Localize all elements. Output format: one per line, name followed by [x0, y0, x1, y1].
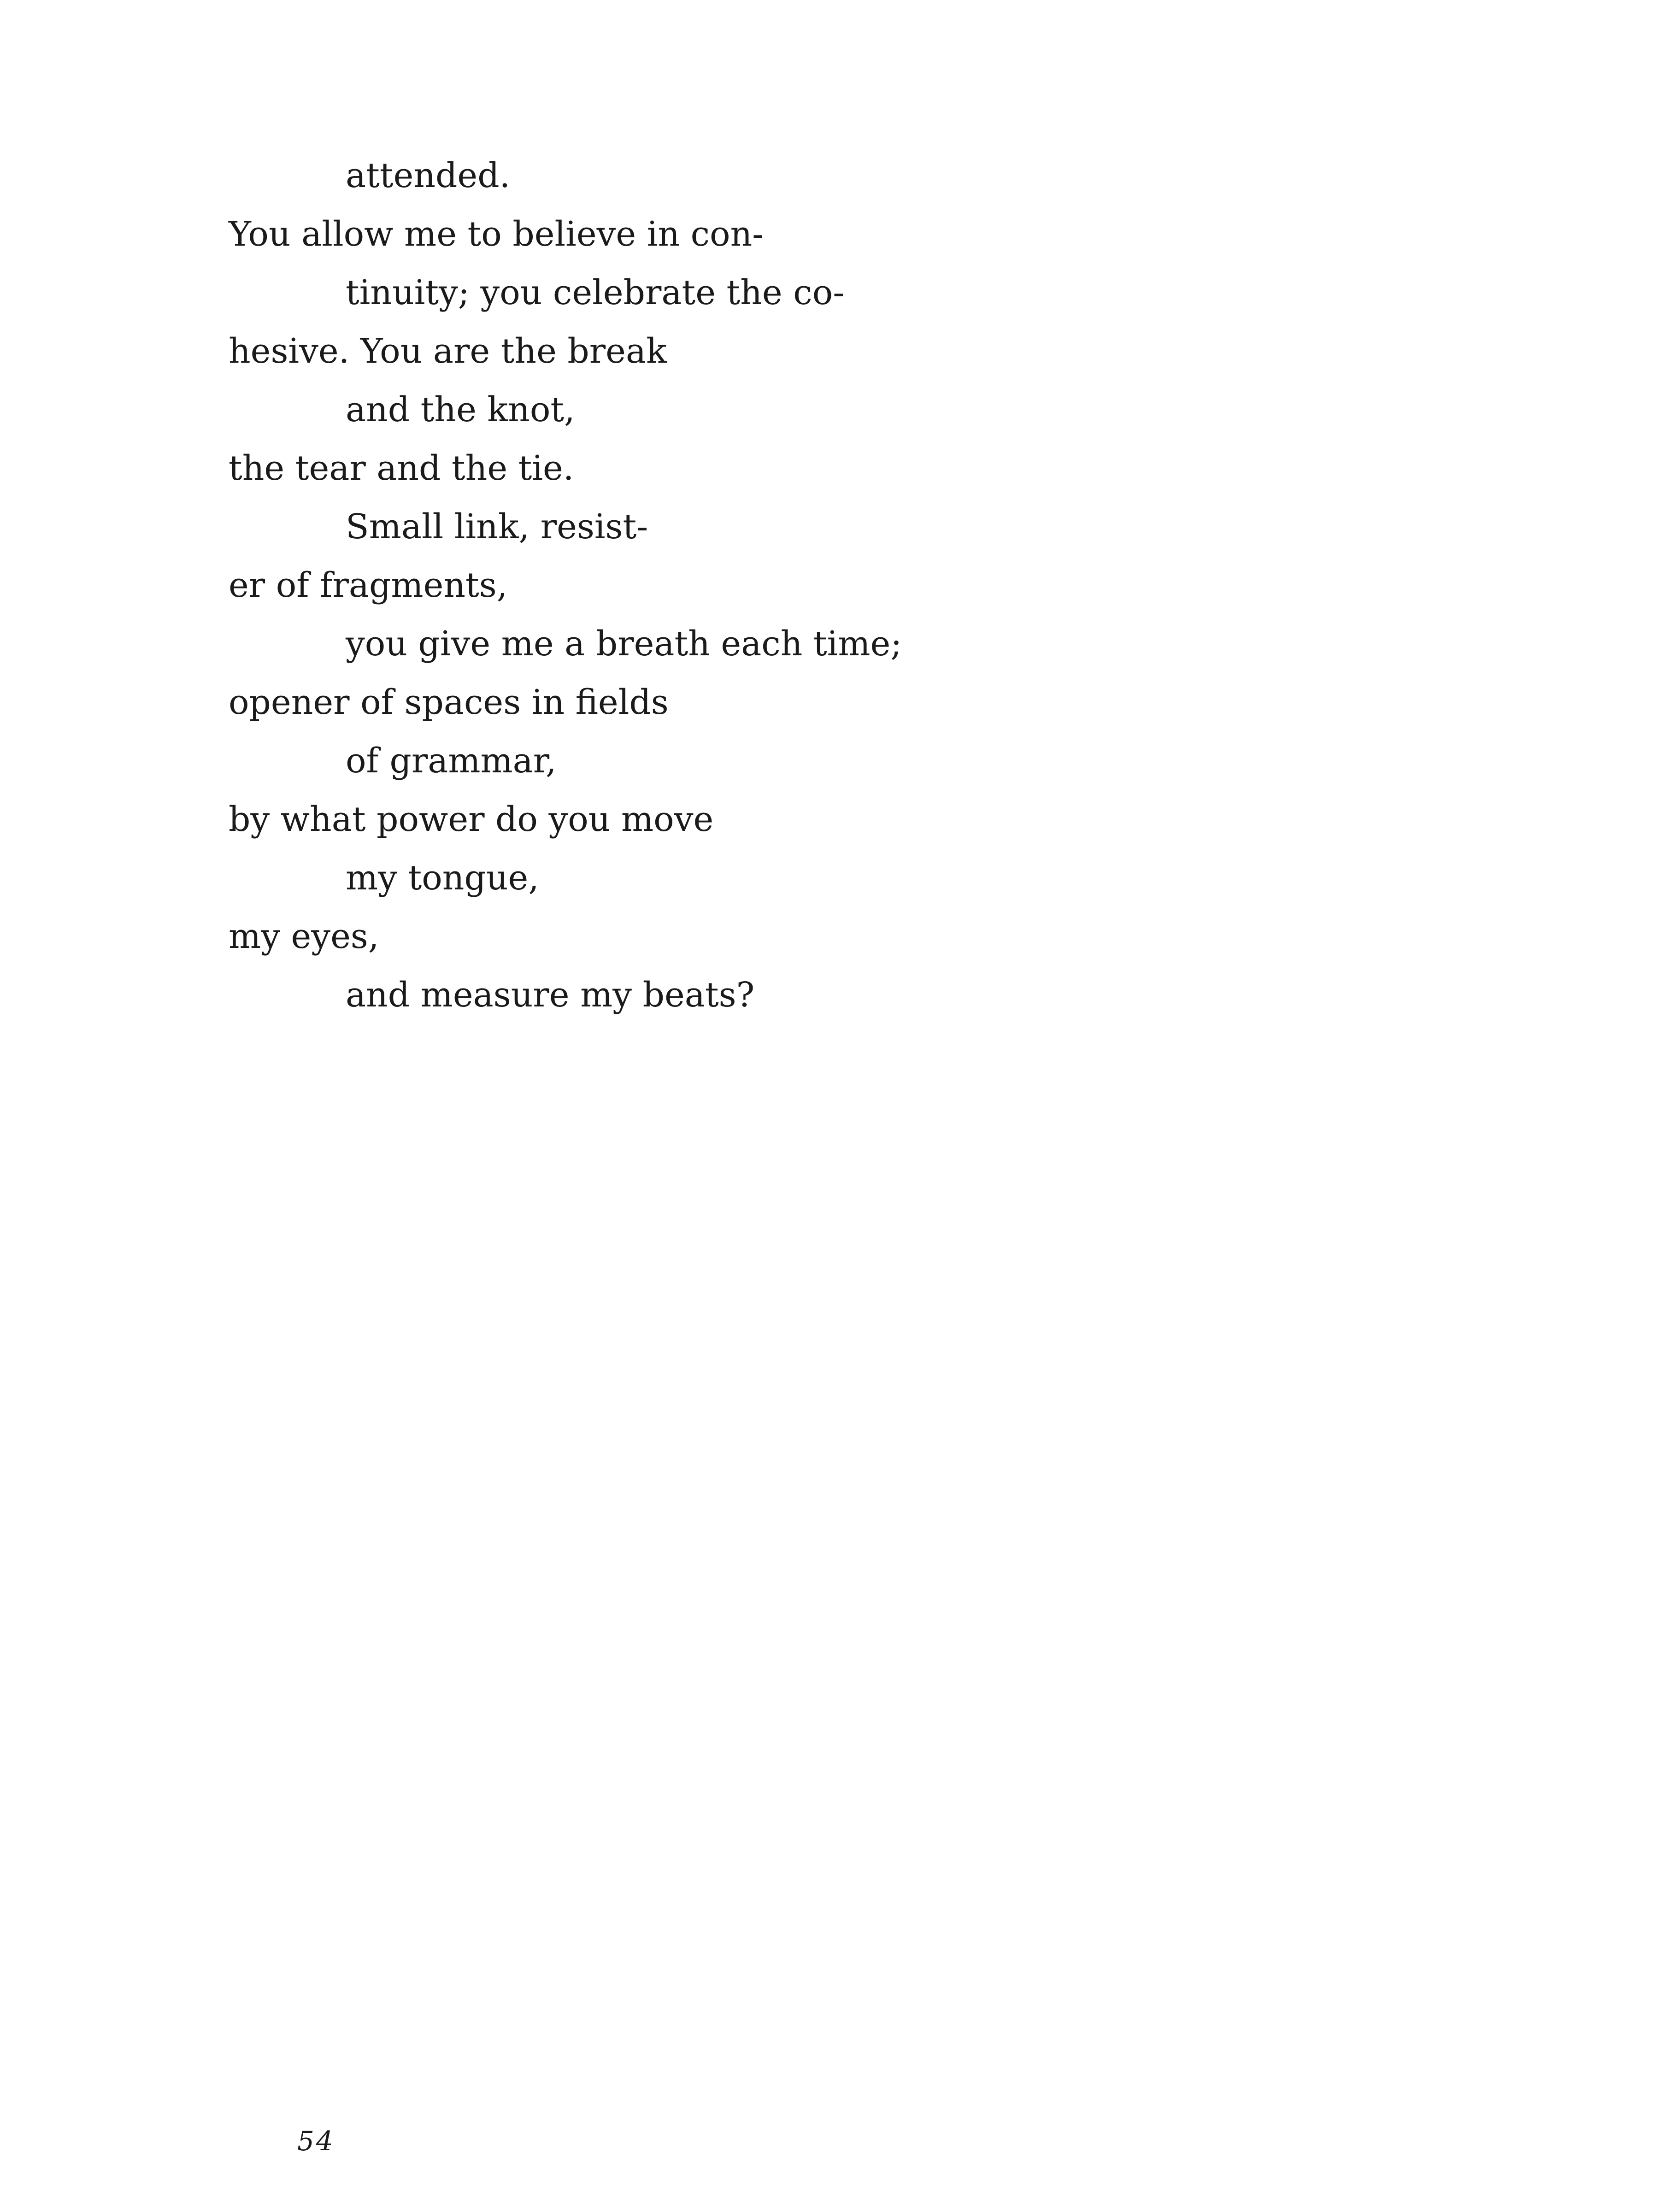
poem-line: the tear and the tie.: [229, 448, 574, 488]
page-number: 54: [297, 2125, 335, 2157]
poem-line: tinuity; you celebrate the co-: [346, 273, 845, 312]
poem-line: hesive. You are the break: [229, 331, 667, 371]
poem-line: you give me a breath each time;: [346, 624, 902, 664]
poem-line: and measure my beats?: [346, 975, 755, 1015]
poem-line: by what power do you move: [229, 800, 714, 839]
poem-line: You allow me to believe in con-: [229, 214, 764, 254]
poem-line: Small link, resist-: [346, 507, 648, 547]
poem-line: opener of spaces in fields: [229, 682, 669, 722]
poem-body: [229, 147, 1473, 1024]
poem-line: attended.: [346, 156, 511, 195]
poem-line: and the knot,: [346, 390, 575, 429]
poem-line: my tongue,: [346, 858, 539, 898]
poem-line: my eyes,: [229, 917, 379, 956]
poem-line: er of fragments,: [229, 565, 508, 605]
poem-line: of grammar,: [346, 741, 557, 781]
